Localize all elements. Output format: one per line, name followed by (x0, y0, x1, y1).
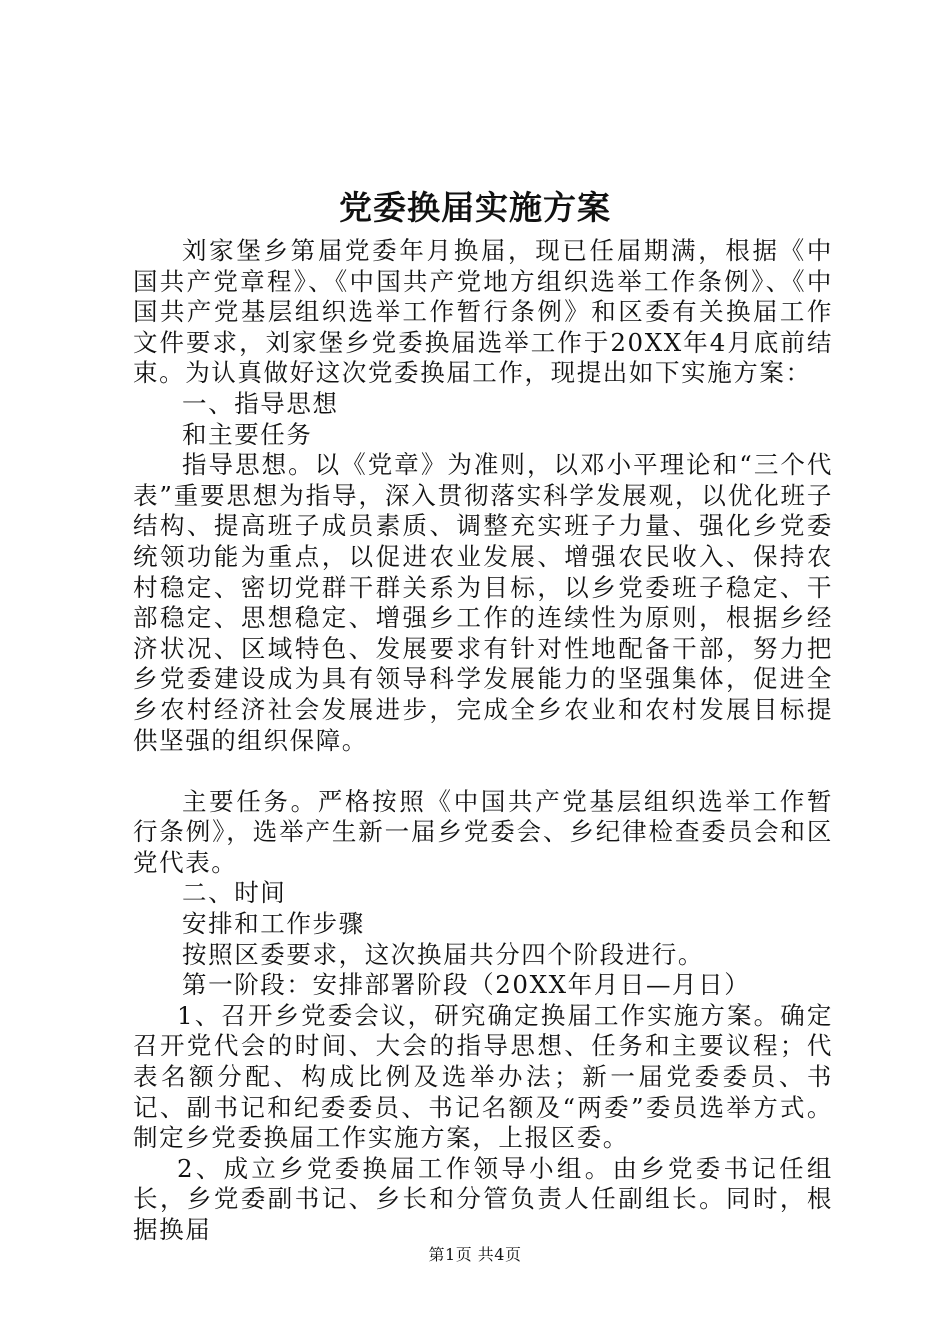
main-tasks-paragraph: 主要任务。严格按照《中国共产党基层组织选举工作暂行条例》，选举产生新一届乡党委会、乡纪律检查委员会和区党代表。 (133, 786, 833, 877)
page-footer: 第1页 共4页 (428, 1245, 522, 1264)
document-title: 党委换届实施方案 (339, 188, 611, 227)
section-heading-steps: 安排和工作步骤 (182, 909, 365, 939)
stages-overview-paragraph: 按照区委要求，这次换届共分四个阶段进行。 (182, 939, 704, 969)
intro-paragraph: 刘家堡乡第届党委年月换届，现已任届期满，根据《中国共产党章程》、《中国共产党地方组织选举工作条例》、《中国共产党基层组织选举工作暂行条例》和区委有关换届工作文件要求，刘家堡乡党委换届选举工作于20XX年4月底前结束。为认真做好这次党委换届工作，现提出如下实施方案： (133, 236, 833, 388)
section-heading-time: 二、时间 (182, 878, 287, 908)
document-body (133, 236, 833, 1246)
section-heading-guiding-ideology: 一、指导思想 (182, 388, 339, 418)
step-two-paragraph: 2、成立乡党委换届工作领导小组。由乡党委书记任组长，乡党委副书记、乡长和分管负责人任副组长。同时，根据换届 (133, 1153, 833, 1244)
stage-one-heading: 第一阶段：安排部署阶段（20XX年月日—月日） (182, 970, 751, 1000)
step-one-paragraph: 1、召开乡党委会议，研究确定换届工作实施方案。确定召开党代会的时间、大会的指导思想、任务和主要议程；代表名额分配、构成比例及选举办法；新一届党委委员、书记、副书记和纪委委员、书记名额及“两委”委员选举方式。制定乡党委换届工作实施方案，上报区委。 (133, 1000, 833, 1153)
section-heading-main-tasks: 和主要任务 (182, 419, 313, 449)
guiding-ideology-paragraph: 指导思想。以《党章》为准则，以邓小平理论和“三个代表”重要思想为指导，深入贯彻落实科学发展观，以优化班子结构、提高班子成员素质、调整充实班子力量、强化乡党委统领功能为重点，以促进农业发展、增强农民收入、保持农村稳定、密切党群干群关系为目标，以乡党委班子稳定、干部稳定、思想稳定、增强乡工作的连续性为原则，根据乡经济状况、区域特色、发展要求有针对性地配备干部，努力把乡党委建设成为具有领导科学发展能力的坚强集体，促进全乡农村经济社会发展进步，完成全乡农业和农村发展目标提供坚强的组织保障。 (133, 450, 833, 755)
